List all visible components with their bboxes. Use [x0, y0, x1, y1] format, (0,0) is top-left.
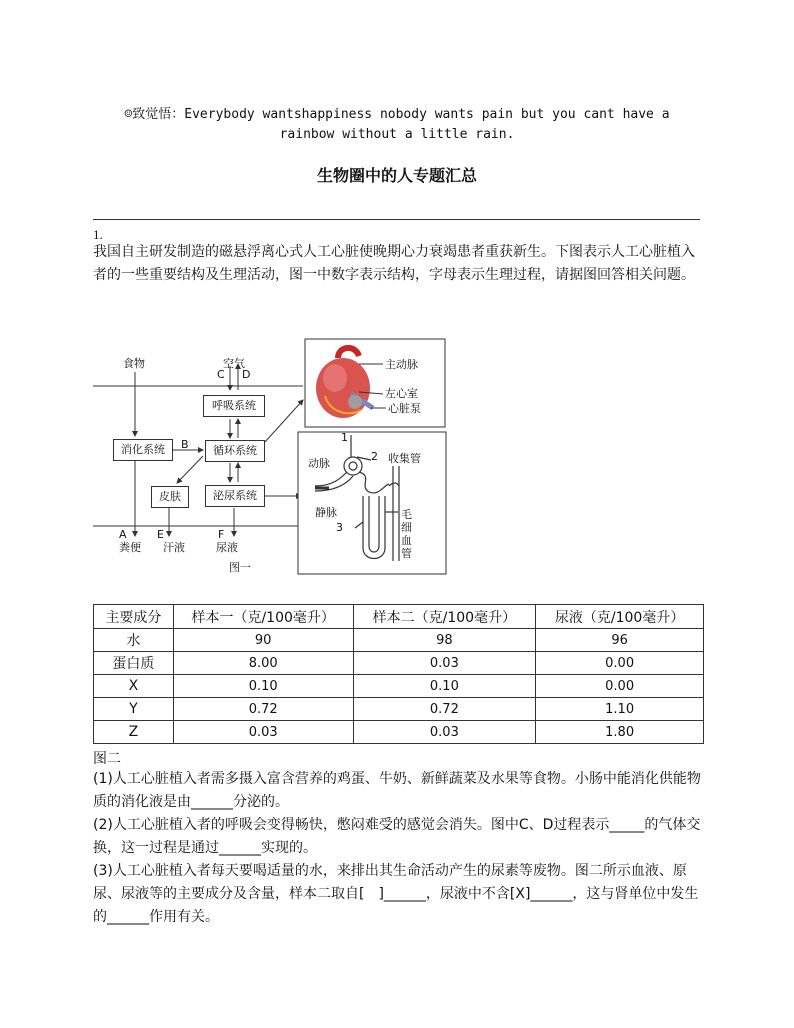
label-aorta: 主动脉 [385, 358, 418, 371]
label-structure-3: 3 [336, 521, 343, 534]
skin-box: 皮肤 [151, 486, 189, 508]
table-cell: 0.00 [536, 675, 704, 698]
table-row [94, 629, 704, 652]
question-intro: 我国自主研发制造的磁悬浮离心式人工心脏使晚期心力衰竭患者重获新生。下图表示人工心脏植入者的一些重要结构及生理活动，图一中数字表示结构，字母表示生理过程，请据图回答相关问题。 [93, 244, 695, 283]
urinary-system-box: 泌尿系统 [205, 485, 265, 507]
table-cell: 98 [353, 629, 536, 652]
table-cell: 蛋白质 [94, 652, 174, 675]
questions [93, 768, 703, 929]
table-cell: 0.03 [353, 652, 536, 675]
label-artery: 动脉 [308, 457, 330, 470]
table-cell: 水 [94, 629, 174, 652]
table-row [94, 675, 704, 698]
label-sweat: 汗液 [163, 541, 185, 554]
label-d: D [242, 368, 251, 381]
figure-1 [93, 336, 453, 576]
label-c: C [217, 368, 225, 381]
table-cell: 0.72 [173, 698, 353, 721]
figure-1-caption: 图一 [229, 561, 251, 574]
table-cell: 1.10 [536, 698, 704, 721]
label-feces: 粪便 [119, 541, 141, 554]
circulatory-system-box: 循环系统 [205, 440, 265, 462]
label-structure-2: 2 [371, 450, 378, 463]
label-air: 空气 [223, 357, 245, 370]
table-cell: 0.10 [353, 675, 536, 698]
figure-2-caption: 图二 [93, 751, 121, 767]
table-cell: 8.00 [173, 652, 353, 675]
question-number: 1. [93, 227, 103, 242]
label-structure-1: 1 [341, 431, 348, 444]
question-1: (1)人工心脏植入者需多摄入富含营养的鸡蛋、牛奶、新鲜蔬菜及水果等食物。小肠中能消化供能物质的消化液是由______分泌的。 [93, 771, 701, 810]
label-heart-pump: 心脏泵 [388, 402, 421, 415]
label-food: 食物 [123, 357, 145, 370]
question-3: (3)人工心脏植入者每天要喝适量的水，来排出其生命活动产生的尿素等废物。图二所示血液、原尿、尿液等的主要成分及含量，样本二取自[ ]______，尿液中不含[X]______，这与肾单位中发生的______作用有关。 [93, 863, 699, 925]
table-cell: 0.00 [536, 652, 704, 675]
table-cell: 0.03 [173, 721, 353, 744]
respiratory-system-box: 呼吸系统 [203, 395, 265, 417]
label-collecting-duct: 收集管 [388, 452, 421, 465]
table-row [94, 652, 704, 675]
table-header: 样本二（克/100毫升） [353, 605, 536, 629]
label-capillary: 毛细血管 [401, 508, 412, 560]
composition-table [93, 604, 704, 744]
table-cell: 0.03 [353, 721, 536, 744]
label-vein: 静脉 [315, 506, 337, 519]
digestive-system-box: 消化系统 [113, 439, 173, 461]
table-cell: 0.10 [173, 675, 353, 698]
table-header: 样本一（克/100毫升） [173, 605, 353, 629]
table-cell: Z [94, 721, 174, 744]
question-2: (2)人工心脏植入者的呼吸会变得畅快，憋闷难受的感觉会消失。图中C、D过程表示_____的气体交换，这一过程是通过______实现的。 [93, 817, 701, 856]
label-a: A [119, 528, 127, 541]
table-header: 主要成分 [94, 605, 174, 629]
table-cell: 96 [536, 629, 704, 652]
label-e: E [157, 528, 164, 541]
table-cell: X [94, 675, 174, 698]
table-row [94, 698, 704, 721]
table-cell: 90 [173, 629, 353, 652]
table-cell: Y [94, 698, 174, 721]
label-urine: 尿液 [216, 541, 238, 554]
table-row [94, 721, 704, 744]
table-cell: 1.80 [536, 721, 704, 744]
label-f: F [218, 528, 225, 541]
label-left-ventricle: 左心室 [385, 387, 418, 400]
motto: ☺致觉悟：Everybody wantshappiness nobody wants pain but you cant have a rainbow without a little rain. [124, 107, 670, 142]
table-cell: 0.72 [353, 698, 536, 721]
table-header: 尿液（克/100毫升） [536, 605, 704, 629]
page-title: 生物圈中的人专题汇总 [316, 166, 477, 185]
table-header-row [94, 605, 704, 629]
divider [93, 219, 700, 220]
label-b: B [181, 438, 189, 451]
